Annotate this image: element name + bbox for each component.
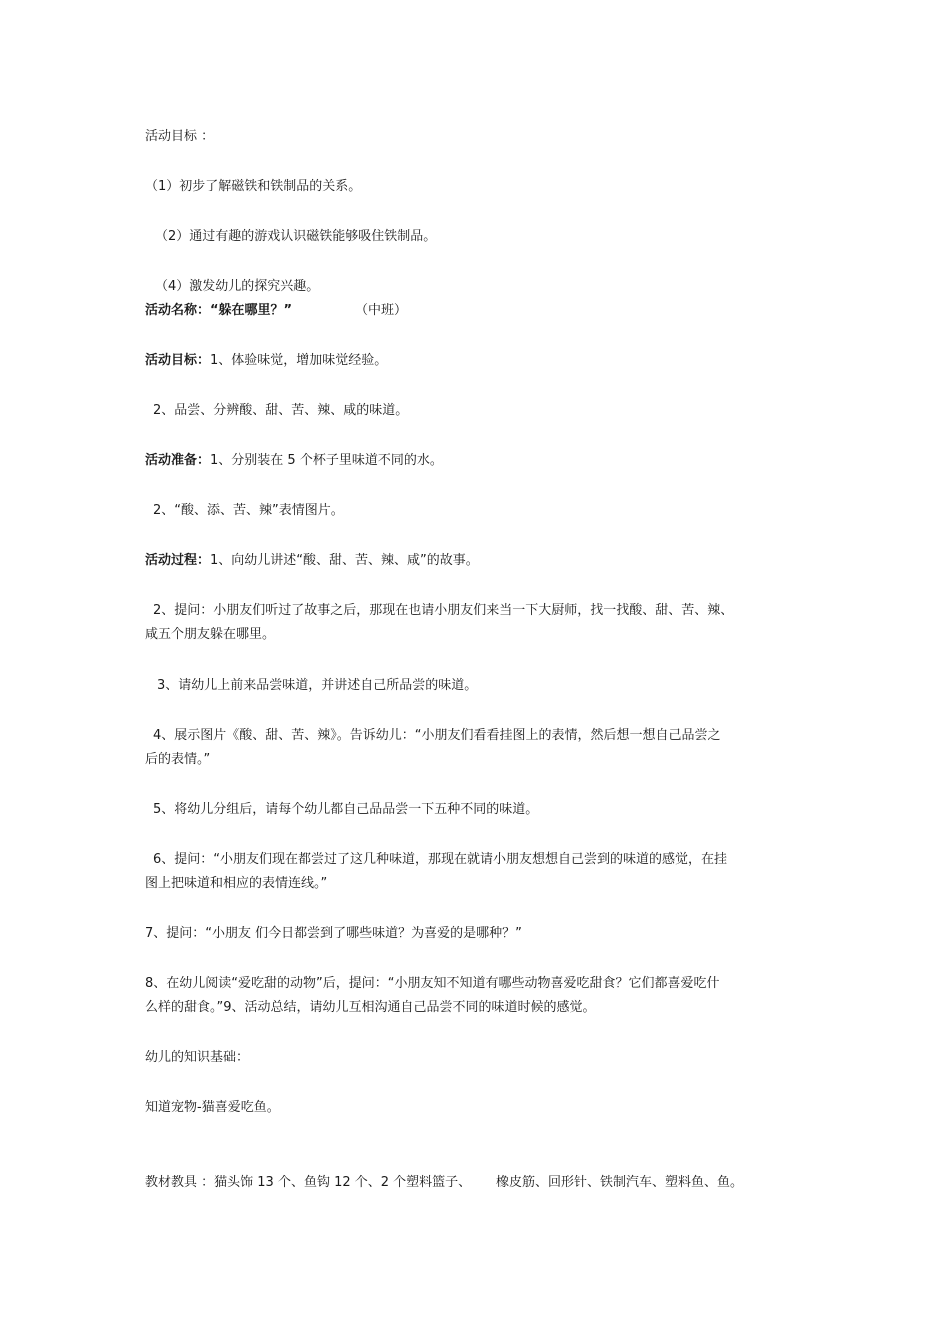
process-4-line-2: 后的表情。” [145,752,211,767]
process-line-1 [145,549,815,573]
knowledge-text: 知道宠物-猫喜爱吃鱼。 [145,1100,280,1115]
process-1: 1、向幼儿讲述“酸、甜、苦、辣、咸”的故事。 [210,553,479,568]
process-8-line-2: 么样的甜食。”9、活动总结，请幼儿互相沟通自己品尝不同的味道时候的感觉。 [145,1000,596,1015]
goal-2: 2、品尝、分辨酸、甜、苦、辣、咸的味道。 [153,403,409,418]
prep-line-1 [145,449,815,473]
materials-line: 教材教具 ：猫头饰 13 个、鱼钩 12 个、2 个塑料篮子、 橡皮筋、回形针、铁制汽车、塑料鱼、鱼。 [145,1175,743,1190]
activity-class: （中班） [355,303,408,318]
process-7: 7、提问：“小朋友 们今日都尝到了哪些味道？为喜爱的是哪种？” [145,926,522,941]
process-4-line-1: 4、展示图片《酸、甜、苦、辣》。告诉幼儿：“小朋友们看看挂图上的表情，然后想一想自己品尝之 [153,728,721,743]
goal-line-1 [145,349,815,373]
magnet-goal-4: （4）激发幼儿的探究兴趣。 [155,279,320,294]
knowledge-heading: 幼儿的知识基础： [145,1050,250,1065]
magnet-goal-2: （2）通过有趣的游戏认识磁铁能够吸住铁制品。 [155,229,437,244]
process-2-line-1: 2、提问：小朋友们听过了故事之后，那现在也请小朋友们来当一下大厨师，找一找酸、甜、苦、辣、 [153,603,734,618]
activity-name: 活动名称：“躲在哪里？” [145,303,293,318]
prep-2: 2、“酸、添、苦、辣”表情图片。 [153,503,344,518]
goal-1: 1、体验味觉，增加味觉经验。 [210,353,388,368]
process-label: 活动过程： [145,553,211,568]
process-5: 5、将幼儿分组后，请每个幼儿都自己品品尝一下五种不同的味道。 [153,802,539,817]
magnet-goal-heading: 活动目标 ： [145,129,215,144]
process-6-line-2: 图上把味道和相应的表情连线。” [145,876,328,891]
prep-label: 活动准备： [145,453,211,468]
process-6-line-1: 6、提问：“小朋友们现在都尝过了这几种味道，那现在就请小朋友想想自己尝到的味道的感觉，在挂 [153,852,728,867]
prep-1: 1、分别装在 5 个杯子里味道不同的水。 [210,453,443,468]
process-8-line-1: 8、在幼儿阅读“爱吃甜的动物”后，提问：“小朋友知不知道有哪些动物喜爱吃甜食？它们都喜爱吃什 [145,976,720,991]
magnet-goal-1: （1）初步了解磁铁和铁制品的关系。 [145,179,362,194]
process-3: 3、请幼儿上前来品尝味道，并讲述自己所品尝的味道。 [157,678,478,693]
goal-label: 活动目标： [145,353,211,368]
process-2-line-2: 咸五个朋友躲在哪里。 [145,627,276,642]
